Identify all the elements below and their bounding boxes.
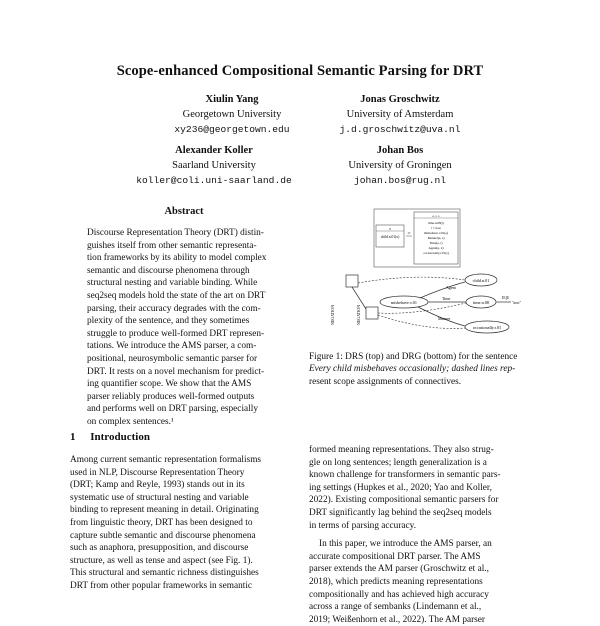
drg-edge-label: EQU <box>502 296 510 300</box>
body-line: DRT significantly lag behind the seq2seq models <box>309 507 492 518</box>
author-affiliation: Georgetown University <box>182 109 282 120</box>
drs-right-text: Time(e, t) <box>429 241 443 245</box>
drs-right-text: Manner(e, s) <box>427 236 445 240</box>
drs-left-text: x <box>389 227 391 231</box>
body-line: gle on long sentences; length generalization is a <box>309 457 487 468</box>
body-line: systematic use of structural nesting and variable <box>70 492 249 503</box>
caption-line: resent scope assignments of connectives. <box>309 376 462 387</box>
intro-right-column <box>309 444 531 626</box>
abstract-line: tations. We introduce the AMS parser, a com- <box>87 341 257 352</box>
drs-right-text: Agent(e, x) <box>428 246 444 250</box>
drs-right-text: e, t, s <box>432 214 440 218</box>
author-name: Xiulin Yang <box>205 94 259 105</box>
abstract-line: positional, neurosymbolic semantic parser for <box>87 353 258 364</box>
figure-1 <box>306 203 532 347</box>
drg-box-top <box>346 275 358 287</box>
author-affiliation: Saarland University <box>172 160 256 171</box>
body-line: Among current semantic representation formalisms <box>70 455 262 465</box>
body-line: (DRT; Kamp and Reyle, 1993) stands out in its <box>70 480 245 491</box>
author-email: johan.bos@rug.nl <box>353 175 447 186</box>
body-line: across a range of sembanks (Lindemann et al., <box>309 602 482 613</box>
body-line: 2019; Weißenhorn et al., 2022). The AM parser <box>309 614 486 625</box>
body-line: DRT from other popular frameworks in semantic <box>70 580 253 591</box>
abstract-line: guishes itself from other semantic representa- <box>87 240 257 251</box>
body-line: 2018), which predicts meaning representations <box>309 576 483 587</box>
drs-left-text: child.n.01(x) <box>380 235 400 239</box>
abstract-line: seq2seq models hold the state of the art on DRT <box>87 290 266 301</box>
author-email: xy236@georgetown.edu <box>174 124 290 135</box>
section-number: 1 <box>70 431 76 443</box>
drs-right-text: t < now <box>430 226 442 230</box>
abstract-line: structural nesting and variable binding. While <box>87 278 258 289</box>
author-name: Johan Bos <box>376 145 424 156</box>
figure-caption <box>309 351 531 388</box>
body-line: in terms of parsing accuracy. <box>309 520 417 531</box>
drg-edge-label: Agent <box>446 285 456 290</box>
drg-node-label: occasionally.r.01 <box>472 325 502 330</box>
author-email: koller@coli.uni-saarland.de <box>136 175 292 186</box>
author-affiliation: University of Groningen <box>348 160 452 171</box>
abstract-line: plexity of the sentence, and they sometimes <box>87 316 250 327</box>
caption-line: Every child misbehaves occasionally; dashed lines rep- <box>309 364 516 375</box>
body-line: such as anaphora, presupposition, and discourse <box>70 543 249 554</box>
drg-node-label: child.n.01 <box>472 278 490 283</box>
abstract-line: semantic and discourse phenomena through <box>87 265 250 276</box>
abstract-line: parsing, their accuracy degrades with the com- <box>87 303 261 314</box>
abstract-body <box>87 227 281 429</box>
body-line: known challenge for transformers in semantic pars- <box>309 470 501 481</box>
drg-edge-label: Manner <box>438 316 451 321</box>
paper-title: Scope-enhanced Compositional Semantic Parsing for DRT <box>116 63 484 79</box>
abstract-line: on complex sentences.¹ <box>87 416 174 427</box>
body-line: This structural and semantic richness distinguishes <box>70 568 259 579</box>
author-block <box>280 143 520 188</box>
svg-text:⇒: ⇒ <box>407 231 411 235</box>
abstract-line: struggle to produce well-formed DRT represen- <box>87 328 265 339</box>
abstract-line: parser reliably produces well-formed outputs <box>87 391 255 402</box>
drg-box-label: NEGATION <box>356 304 361 326</box>
body-line: 2022). Existing compositional semantic parsers for <box>309 495 499 506</box>
body-line: parser extends the AM parser (Groschwitz et al., <box>309 564 489 575</box>
author-name: Alexander Koller <box>175 145 253 156</box>
drs-right-text: occasionally.r.01(s) <box>423 251 449 255</box>
drg-edge-label: Time <box>442 296 451 301</box>
drs-right-text: misbehave.v.01(e) <box>423 231 449 235</box>
abstract-line: ing quantifier scope. We show that the AMS <box>87 379 252 390</box>
body-line: structure, as well as tense and aspect (see Fig. 1). <box>70 555 253 566</box>
drs-right-text: time.n.08(t) <box>428 221 444 225</box>
body-line: In this paper, we introduce the AMS parser, an <box>319 539 492 550</box>
body-line: formed meaning representations. They also strug- <box>309 445 494 455</box>
intro-left-column <box>70 454 296 593</box>
author-affiliation: University of Amsterdam <box>346 109 454 120</box>
abstract-line: DRT. It rests on a novel mechanism for predict- <box>87 366 265 377</box>
body-line: binding to represent meaning in detail. Originating <box>70 505 259 516</box>
body-line: ing settings (Hupkes et al., 2020; Yao and Koller, <box>309 482 492 493</box>
body-line: capture subtle semantic and discourse phenomena <box>70 530 256 541</box>
author-email: j.d.groschwitz@uva.nl <box>339 124 461 135</box>
author-block <box>280 92 520 137</box>
caption-line: Figure 1: DRS (top) and DRG (bottom) for the sentence <box>309 352 518 362</box>
author-name: Jonas Groschwitz <box>360 94 440 105</box>
drg-box-bottom <box>366 307 378 319</box>
body-line: accurate compositional DRT parser. The AMS <box>309 551 481 562</box>
drg-edge-label: "now" <box>512 301 522 305</box>
drg-node-label: misbehave.v.01 <box>390 300 418 305</box>
body-line: used in NLP, Discourse Representation Theory <box>70 467 245 478</box>
body-line: compositionally and has achieved high accuracy <box>309 589 489 600</box>
drg-node-label: time.n.08 <box>473 300 489 305</box>
body-line: from linguistic theory, DRT has been designed to <box>70 517 253 528</box>
abstract-line: Discourse Representation Theory (DRT) distin- <box>87 228 264 238</box>
abstract-line: tion frameworks by its ability to model complex <box>87 253 267 264</box>
abstract-heading: Abstract <box>164 206 204 217</box>
abstract-line: and performs well on DRT parsing, especially <box>87 404 258 415</box>
section-title: Introduction <box>90 431 150 443</box>
section-heading <box>70 431 150 443</box>
drg-box-label: NEGATION <box>330 304 335 326</box>
